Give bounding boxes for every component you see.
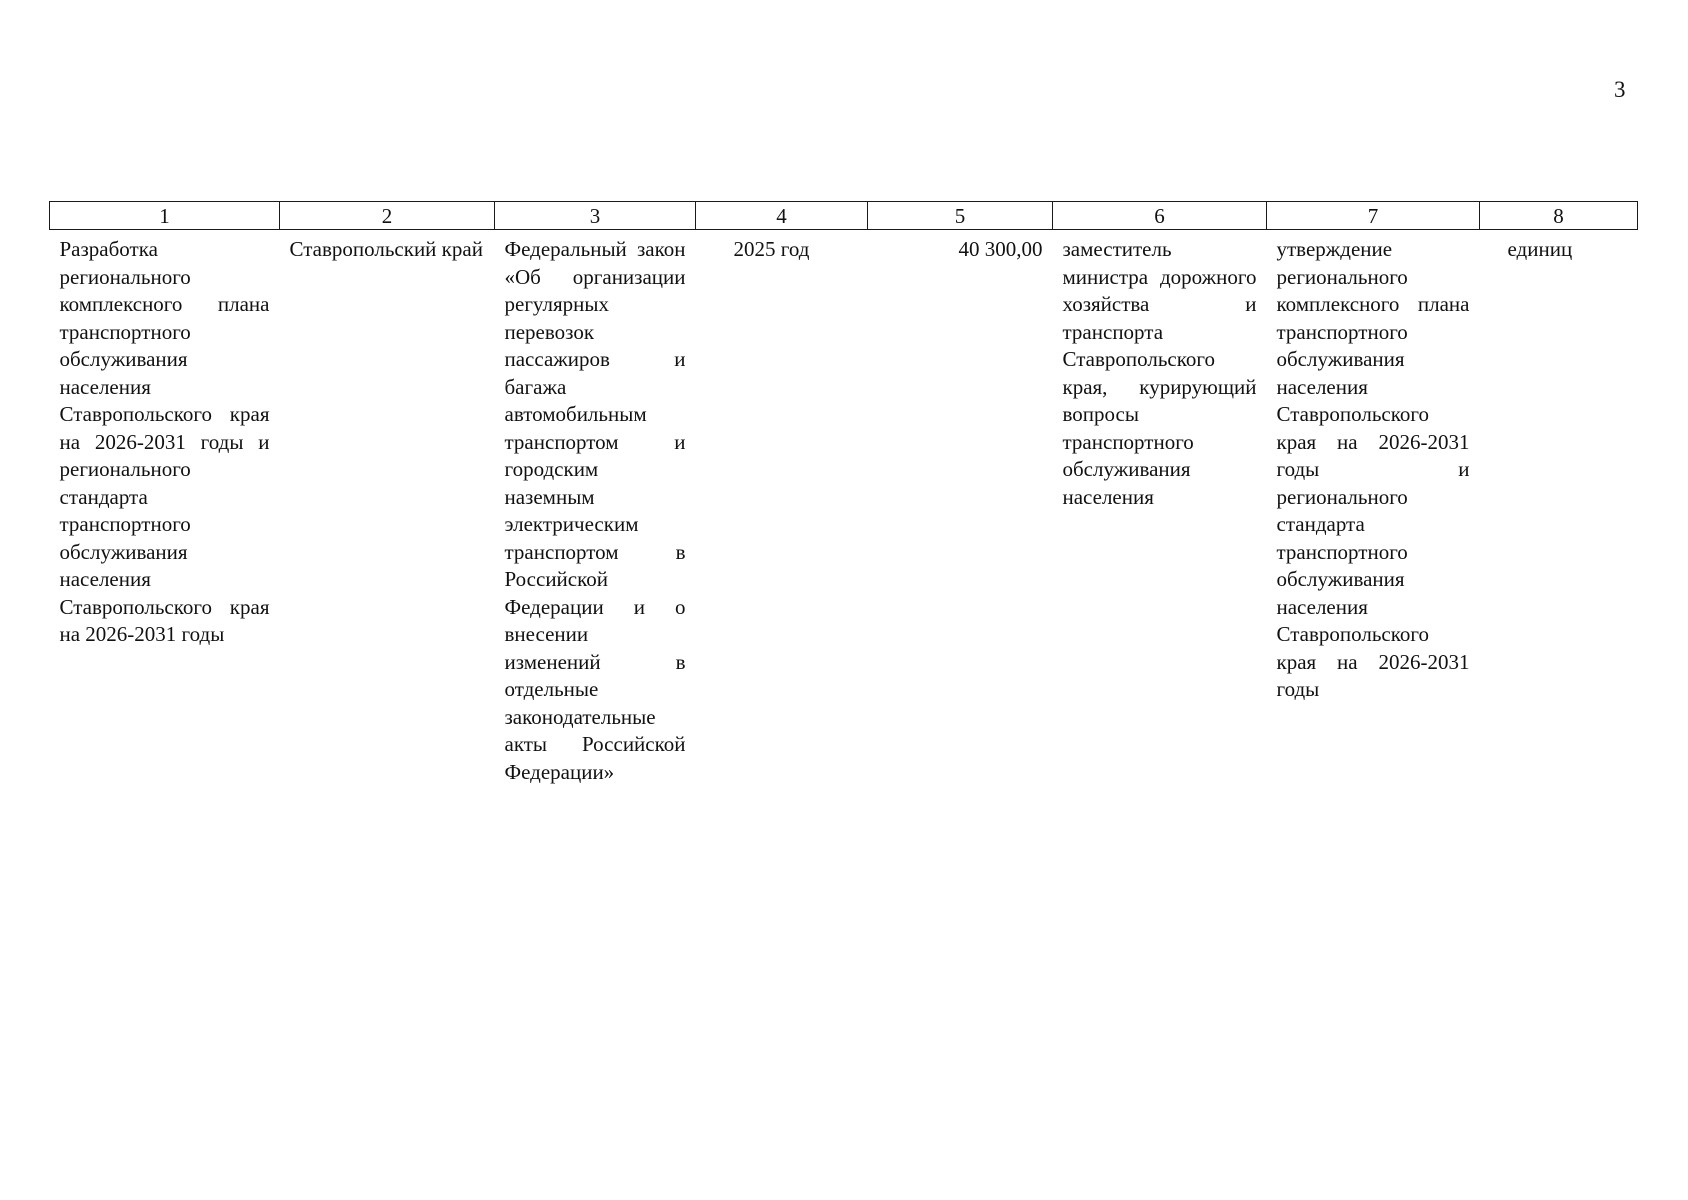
column-header-4: 4 (696, 202, 868, 230)
cell-legal-basis: Федеральный закон «Об организации регулярных перевозок пассажиров и багажа автомобильным транспортом и городским наземным электрическим транспортом в Российской Федерации и о внесении изменений в отдельные законодательные акты Российской Федерации» (504, 237, 686, 784)
cell-unit: единиц (1507, 237, 1573, 261)
column-header-2: 2 (280, 202, 495, 230)
column-header-8: 8 (1480, 202, 1638, 230)
table-row (50, 230, 1638, 787)
column-header-7: 7 (1267, 202, 1480, 230)
column-header-5: 5 (868, 202, 1053, 230)
column-header-1: 1 (50, 202, 280, 230)
cell-deadline: 2025 год (733, 237, 810, 261)
activities-table (49, 201, 1638, 786)
cell-expected-result: утверждение регионального комплексного плана транспортного обслуживания населения Ставропольского края на 2026-2031 годы и регионального стандарта транспортного обслуживания населения Ставропольского края на 2026-2031 годы (1276, 237, 1470, 701)
column-header-3: 3 (495, 202, 696, 230)
table-header-row (50, 202, 1638, 230)
cell-funding-amount: 40 300,00 (958, 237, 1043, 261)
cell-responsible-person: заместитель министра дорожного хозяйства и транспорта Ставропольского края, курирующий вопросы транспортного обслуживания населения (1062, 237, 1257, 509)
cell-activity-name: Разработка регионального комплексного плана транспортного обслуживания населения Ставропольского края на 2026-2031 годы и регионального стандарта транспортного обслуживания населения Ставропольского края на 2026-2031 годы (59, 237, 270, 646)
page-number: 3 (1614, 77, 1626, 102)
cell-territory: Ставропольский край (289, 237, 483, 261)
column-header-6: 6 (1053, 202, 1267, 230)
